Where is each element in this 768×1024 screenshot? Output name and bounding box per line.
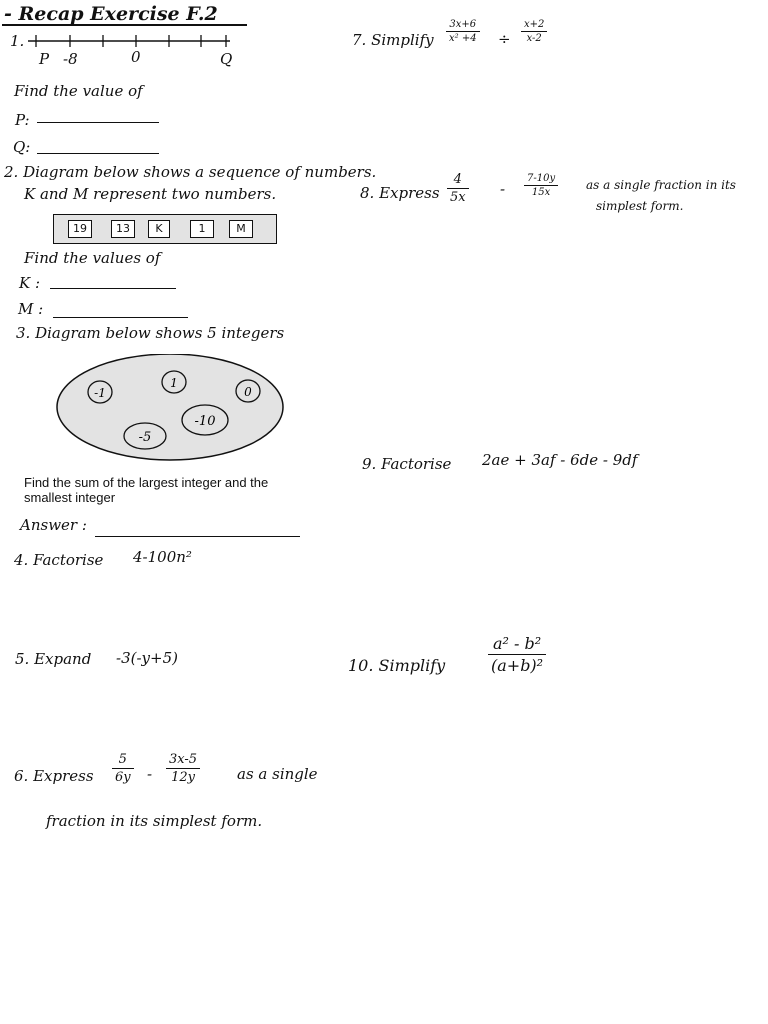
q10-lead: 10. Simplify (348, 656, 446, 675)
q3-question: Find the sum of the largest integer and the smallest integer (24, 475, 269, 505)
fraction-bar (166, 768, 200, 769)
integer-label: -5 (138, 430, 152, 445)
integers-ellipse (57, 354, 283, 460)
number-line-label-minus8: -8 (63, 50, 78, 68)
q8-lead: 8. Express (360, 184, 440, 202)
q1-prompt: Find the value of (14, 82, 143, 100)
answer-line-m (53, 317, 188, 318)
sequence-diagram (53, 214, 277, 244)
q3-answer-label: Answer : (20, 516, 87, 534)
title-underline (2, 24, 247, 26)
q8-fraction-2-denominator: 15x (531, 187, 551, 198)
q6-fraction-2-denominator: 12y (171, 770, 195, 785)
q7-fraction-2 (521, 19, 547, 44)
q8-fraction-1-denominator: 5x (450, 190, 466, 205)
q10-fraction (488, 634, 546, 675)
sequence-cell: M (229, 220, 253, 238)
q7-fraction-2-denominator: x-2 (526, 33, 542, 44)
number-line-label-zero: 0 (131, 48, 141, 66)
q2-text-line1: 2. Diagram below shows a sequence of numbers. (4, 163, 377, 181)
fraction-bar (447, 188, 469, 189)
number-line-label-p: P (39, 50, 50, 68)
q7-lead: 7. Simplify (352, 31, 434, 49)
answer-line-k (50, 288, 176, 289)
q4-expression: 4-100n² (133, 548, 192, 566)
answer-line-q (37, 153, 159, 154)
q2-text-line2: K and M represent two numbers. (24, 185, 277, 203)
q7-fraction-1 (446, 19, 480, 44)
q10-fraction-denominator: (a+b)² (491, 656, 544, 675)
integer-label: 1 (170, 376, 178, 390)
q7-fraction-1-numerator: 3x+6 (449, 19, 477, 30)
q6-fraction-2-numerator: 3x-5 (169, 752, 198, 767)
answer-label-k: K : (19, 274, 41, 292)
answer-line-p (37, 122, 159, 123)
q9-text: 9. Factorise (362, 455, 452, 473)
sequence-cell: 1 (190, 220, 214, 238)
q1-number: 1. (10, 32, 25, 50)
sequence-cell: K (148, 220, 170, 238)
q6-fraction-2 (166, 752, 200, 785)
integer-label: 0 (244, 385, 252, 399)
q9-expression: 2ae + 3af - 6de - 9df (482, 451, 638, 469)
q5-expression: -3(-y+5) (116, 649, 178, 667)
q8-minus: - (500, 180, 506, 198)
answer-label-p: P: (15, 111, 30, 129)
fraction-bar (488, 654, 546, 655)
q6-lead: 6. Express (14, 767, 94, 785)
worksheet-title: - Recap Exercise F.2 (4, 3, 218, 25)
q5-text: 5. Expand (15, 650, 92, 668)
q2-prompt: Find the values of (24, 249, 161, 267)
q7-divide: ÷ (498, 30, 511, 48)
q3-text-line1: 3. Diagram below shows 5 integers (16, 324, 285, 342)
fraction-bar (524, 185, 558, 186)
answer-label-q: Q: (13, 138, 31, 156)
sequence-cell: 19 (68, 220, 92, 238)
integers-diagram (56, 354, 288, 466)
q8-fraction-1 (447, 172, 469, 205)
q8-fraction-2 (524, 173, 558, 198)
q6-fraction-1-denominator: 6y (115, 770, 131, 785)
q8-tail-line1: as a single fraction in its (586, 178, 736, 192)
q6-tail: as a single (237, 765, 318, 783)
sequence-cell: 13 (111, 220, 135, 238)
q8-tail-line2: simplest form. (596, 199, 684, 213)
q6-minus: - (147, 765, 153, 783)
q10-fraction-numerator: a² - b² (492, 634, 542, 653)
q8-fraction-2-numerator: 7-10y (527, 173, 556, 184)
q8-fraction-1-numerator: 4 (453, 172, 462, 187)
q3-answer-line (95, 536, 300, 537)
q4-text: 4. Factorise (14, 551, 104, 569)
integer-label: -10 (194, 414, 216, 429)
fraction-bar (446, 31, 480, 32)
number-line-label-q: Q (220, 50, 233, 68)
q6-fraction-1 (112, 752, 134, 785)
q7-fraction-1-denominator: x² +4 (449, 33, 477, 44)
answer-label-m: M : (18, 300, 44, 318)
integer-label: -1 (94, 386, 106, 400)
q6-fraction-1-numerator: 5 (118, 752, 127, 767)
fraction-bar (521, 31, 547, 32)
q7-fraction-2-numerator: x+2 (524, 19, 545, 30)
q6-line2: fraction in its simplest form. (46, 812, 263, 830)
fraction-bar (112, 768, 134, 769)
